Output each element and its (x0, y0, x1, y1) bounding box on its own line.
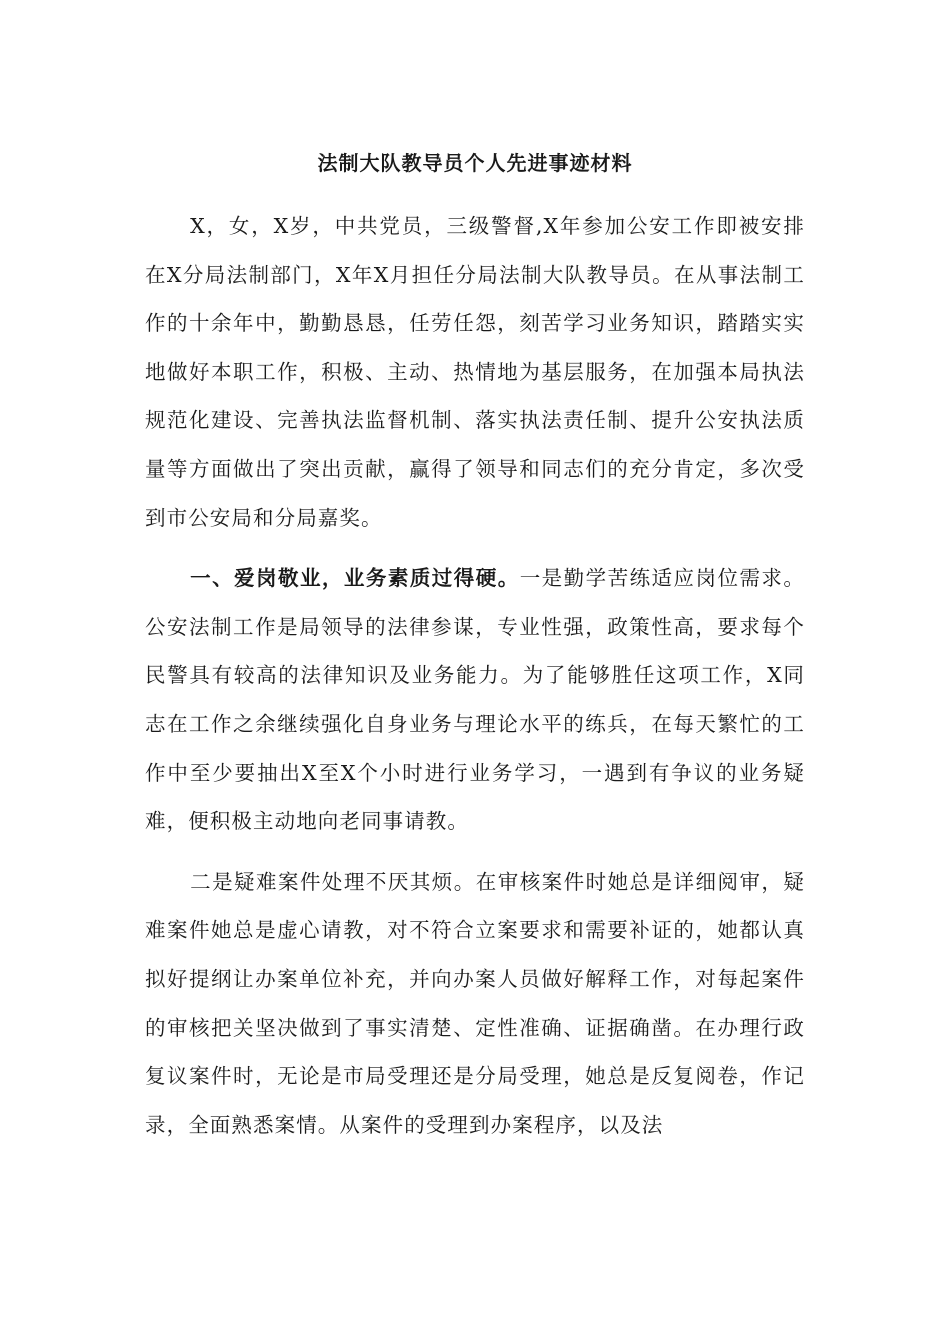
section-heading: 一、爱岗敬业，业务素质过得硬。 (190, 566, 520, 591)
paragraph-text: 一是勤学苦练适应岗位需求。公安法制工作是局领导的法律参谋，专业性强，政策性高，要求每个民警具有较高的法律知识及业务能力。为了能够胜任这项工作，X同志在工作之余继续强化自身业务与理论水平的练兵，在每天繁忙的工作中至少要抽出X至X个小时进行业务学习，一遇到有争议的业务疑难，便积极主动地向老同事请教。 (145, 566, 805, 834)
document-body (145, 202, 805, 1149)
document-title: 法制大队教导员个人先进事迹材料 (317, 151, 633, 175)
paragraph-text: X，女，X岁，中共党员，三级警督,X年参加公安工作即被安排在X分局法制部门，X年X月担任分局法制大队教导员。在从事法制工作的十余年中，勤勤恳恳，任劳任怨，刻苦学习业务知识，踏踏实实地做好本职工作，积极、主动、热情地为基层服务，在加强本局执法规范化建设、完善执法监督机制、落实执法责任制、提升公安执法质量等方面做出了突出贡献，赢得了领导和同志们的充分肯定，多次受到市公安局和分局嘉奖。 (145, 214, 805, 530)
paragraph-section-1 (145, 554, 805, 846)
paragraph-point-2 (145, 858, 805, 1150)
paragraph-text: 二是疑难案件处理不厌其烦。在审核案件时她总是详细阅审，疑难案件她总是虚心请教，对不符合立案要求和需要补证的，她都认真拟好提纲让办案单位补充，并向办案人员做好解释工作，对每起案件的审核把关坚决做到了事实清楚、定性准确、证据确凿。在办理行政复议案件时，无论是市局受理还是分局受理，她总是反复阅卷，作记录，全面熟悉案情。从案件的受理到办案程序，以及法 (145, 869, 805, 1137)
paragraph-intro (145, 202, 805, 542)
